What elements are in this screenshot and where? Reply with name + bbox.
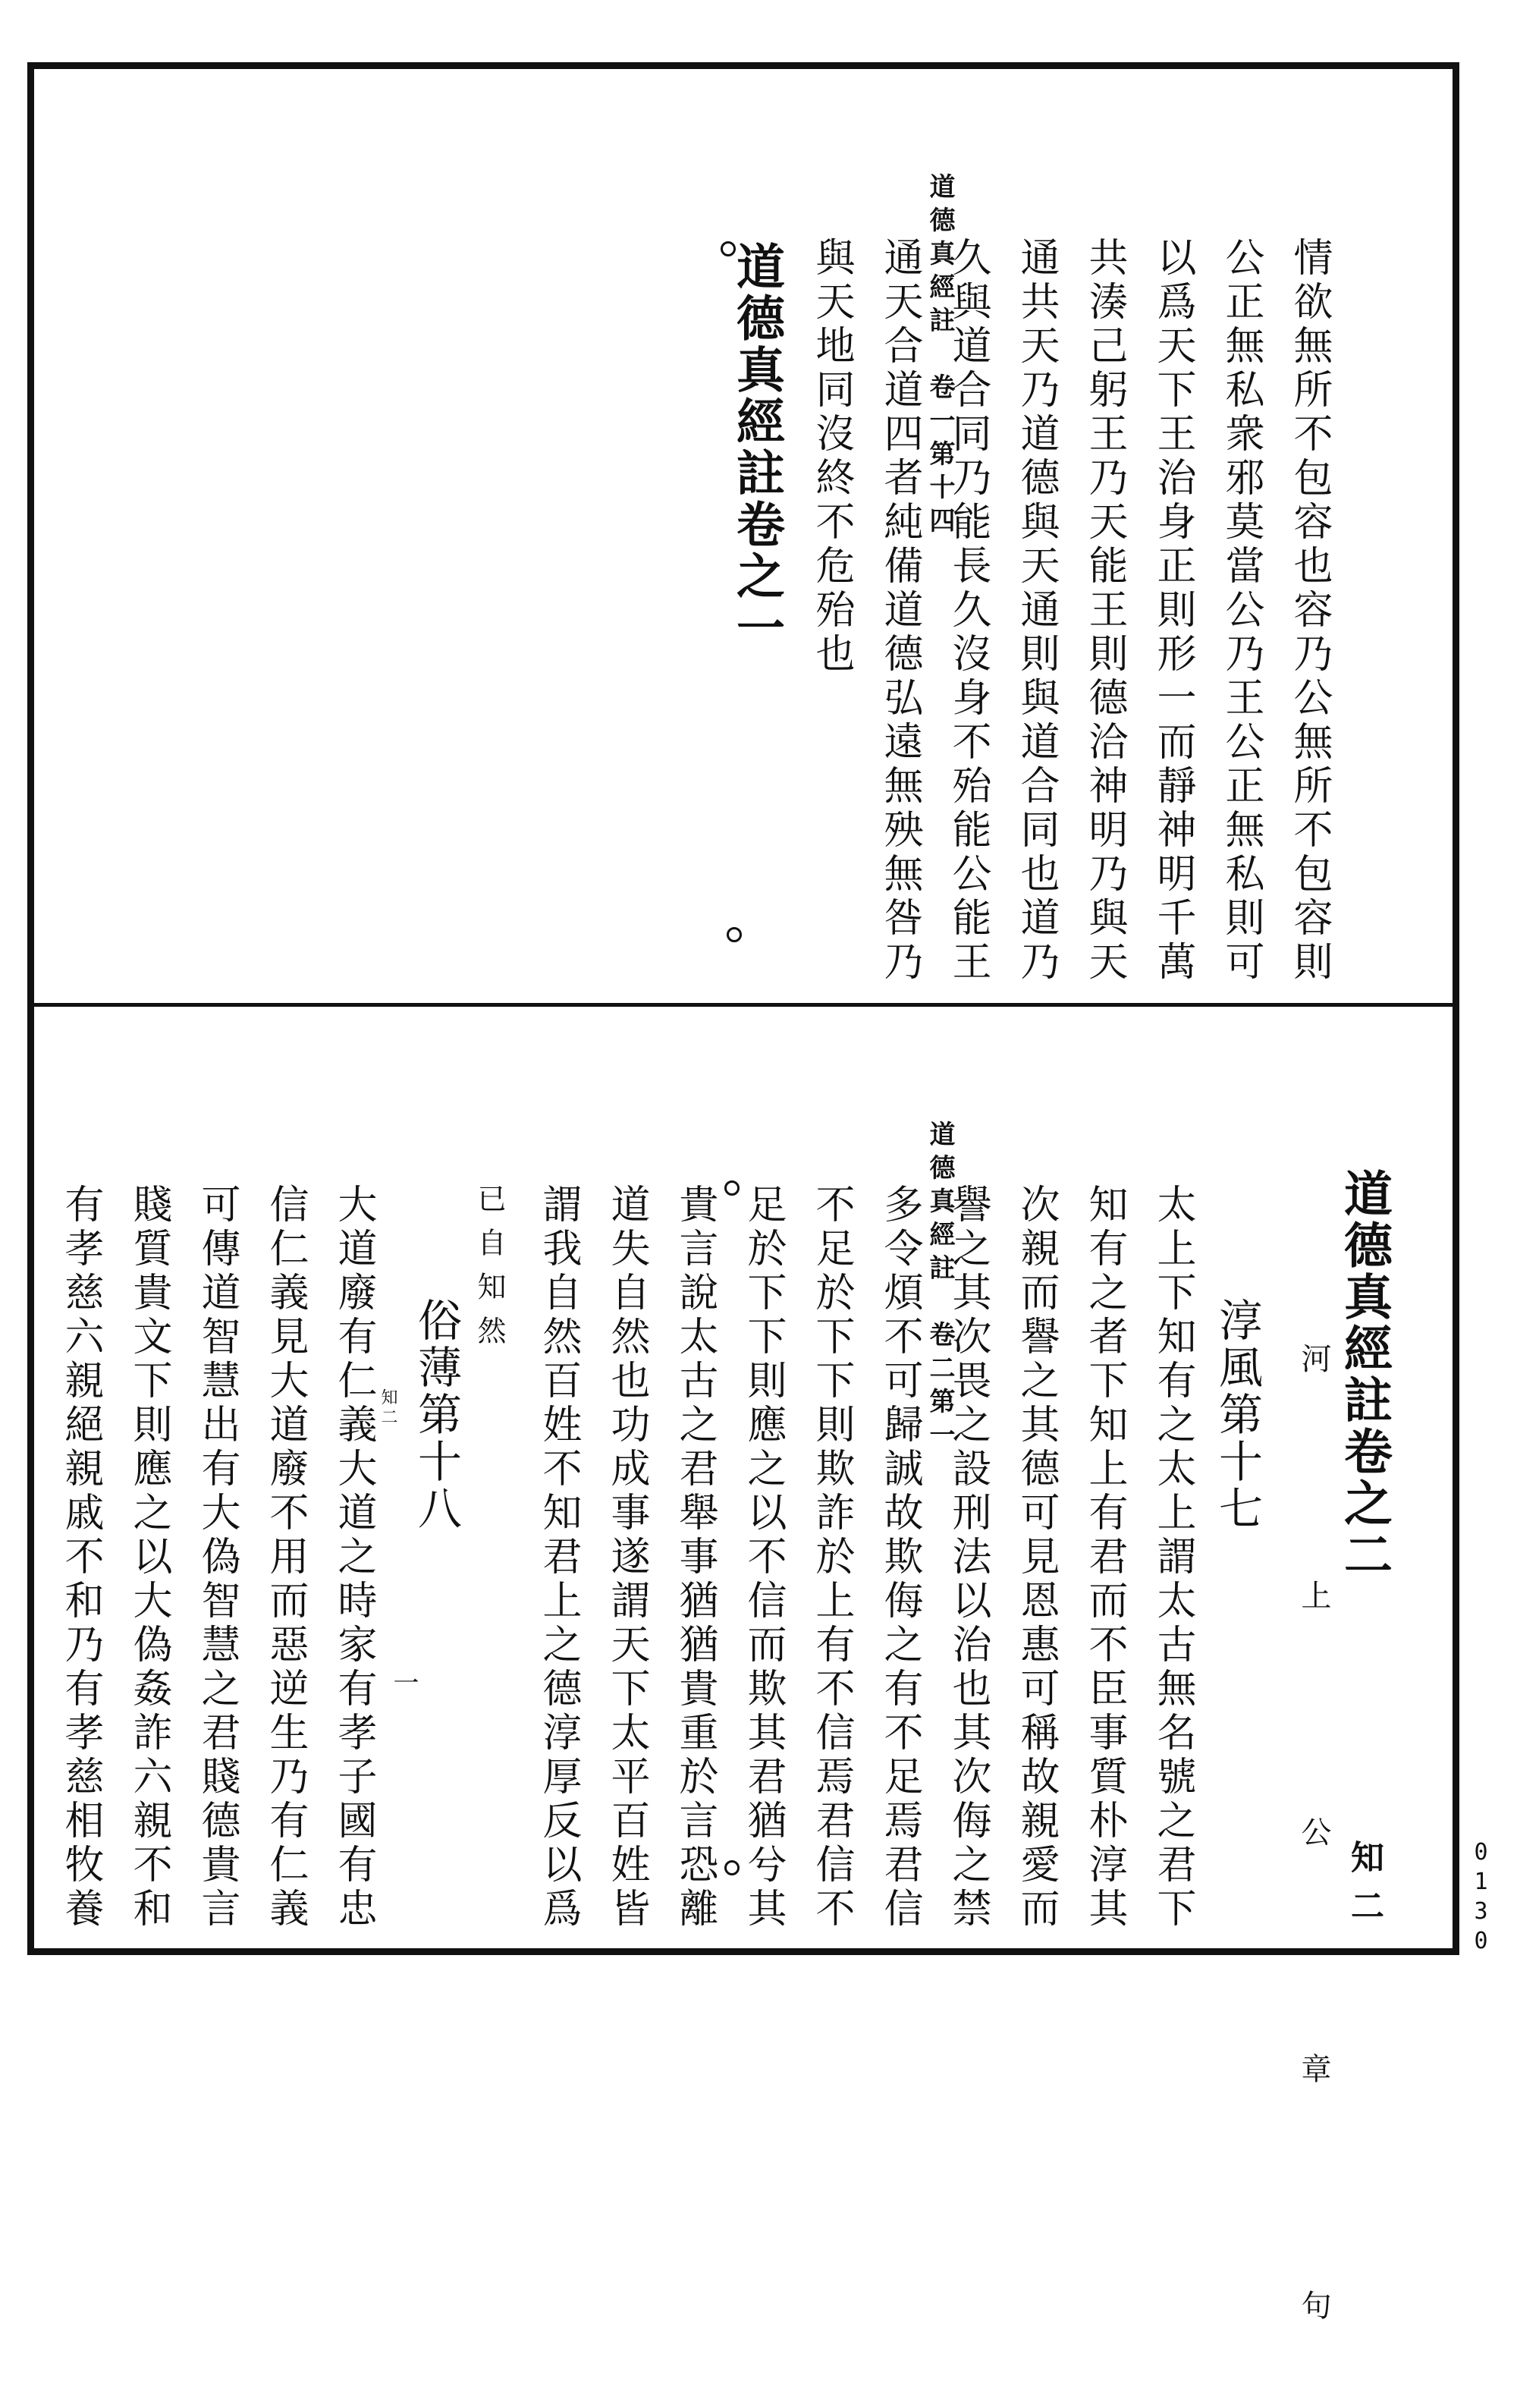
chapter18-column: 大道廢有仁義大道之時家有孝子國有忠 [331,1184,376,1932]
upper-body-column: 公正無私衆邪莫當公乃王公正無私則可 [1218,237,1264,985]
upper-body-column: 共湊己躬王乃天能王則德洽神明乃與天 [1082,237,1127,985]
lower-body-column: 已自知然 [473,1184,506,1360]
binding-hole-top [721,241,736,256]
binding-hole-upper-bottom [727,927,742,942]
upper-closing-title: 道德真經註卷之一 [728,241,785,654]
lower-body-column: 貴言說太古之君舉事猶猶貴重於言恐離 [672,1184,718,1932]
chapter18-mark: 知二 [378,1388,397,1428]
page-number: 0130 [1468,1839,1494,1957]
upper-body-column: 情欲無所不包容也容乃公無所不包容則 [1286,237,1332,985]
lower-body-column: 太上下知有之太上謂太古無名號之君下 [1150,1184,1195,1932]
chapter18-column: 有孝慈六親絕親戚不和乃有孝慈相牧養 [58,1184,103,1932]
lower-body-column: 不足於下下則欺詐於上有不信焉君信不 [809,1184,854,1932]
chapter18-column: 信仁義見大道廢不用而惡逆生乃有仁義 [262,1184,308,1932]
lower-body-column: 道失自然也功成事遂謂天下太平百姓皆 [604,1184,649,1932]
chapter17-title: 淳風第十七 [1211,1297,1263,1533]
lower-body-column: 多令煩不可歸誠故欺侮之有不足焉君信 [877,1184,922,1932]
upper-body-column: 通共天乃道德與天通則與道合同也道乃 [1013,237,1059,985]
margin-mark: 一 [388,1669,419,1695]
lower-body-column: 足於下下則應之以不信而欺其君猶兮其 [740,1184,786,1932]
upper-body-column: 以爲天下王治身正則形一而靜神明千萬 [1150,237,1195,985]
chapter18-column: 賤質貴文下則應之以大偽姦詐六親不和 [126,1184,171,1932]
upper-body-column: 通天合道四者純備道德弘遠無殃無咎乃 [877,237,922,985]
upper-body-column: 與天地同沒終不危殆也 [809,237,854,677]
upper-header: 道德真經註 卷一第十四 [925,173,955,540]
upper-body-column: 久與道合同乃能長久沒身不殆能公能王 [945,237,991,985]
lower-body-column: 譽之其次畏之設刑法以治也其次侮之禁 [945,1184,991,1932]
author-line: 河 上 公 章 句 [1296,1343,1331,2408]
binding-hole-lower-top [724,1180,740,1196]
lower-header: 道德真經註 卷二第一 [925,1121,955,1454]
binding-hole-lower-bottom [724,1860,740,1875]
lower-body-column: 次親而譽之其德可見恩惠可稱故親愛而 [1013,1184,1059,1932]
lower-volume-mark: 知二 [1345,1840,1384,1937]
lower-body-column: 知有之者下知上有君而不臣事質朴淳其 [1082,1184,1127,1932]
lower-body-column: 謂我自然百姓不知君上之德淳厚反以爲 [536,1184,581,1932]
page-divider [27,1003,1459,1007]
chapter18-title: 俗薄第十八 [410,1297,462,1533]
lower-volume-title: 道德真經註卷之二 [1336,1168,1393,1581]
chapter18-column: 可傳道智慧出有大偽智慧之君賤德貴言 [194,1184,240,1932]
